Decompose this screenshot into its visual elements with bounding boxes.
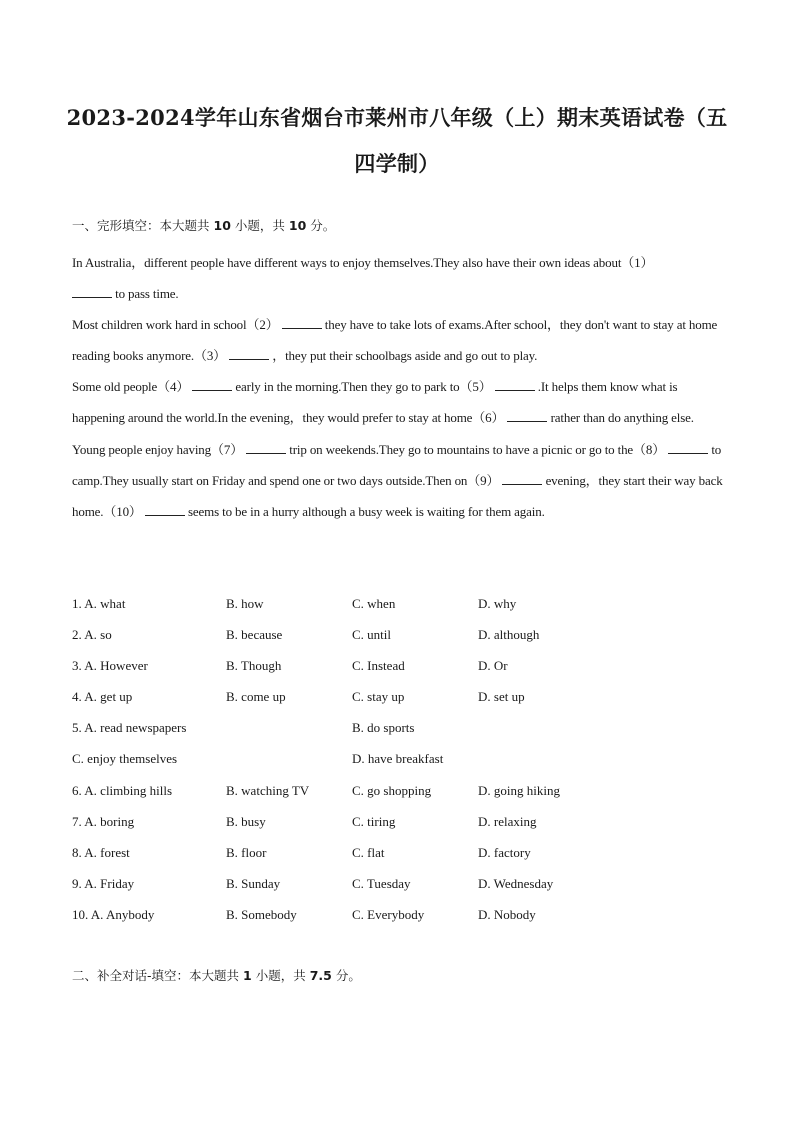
- blank-3: [229, 347, 269, 360]
- option-text: 2. A. so: [72, 627, 112, 643]
- option-text: C. enjoy themselves: [72, 751, 178, 767]
- option-text: B. do sports: [352, 720, 415, 736]
- blank-8: [668, 441, 708, 454]
- option-text: B. Sunday: [226, 875, 281, 891]
- section-1-end: 分。: [310, 218, 336, 233]
- title-line-2: 四学制）: [354, 151, 440, 176]
- option-text: 5. A. read newspapers: [72, 720, 187, 736]
- blank-4: [192, 378, 232, 391]
- title-line-1: 2023-2024学年山东省烟台市莱州市八年级（上）期末英语试卷（五: [66, 105, 728, 130]
- option-text: B. because: [226, 627, 283, 643]
- blank-6: [507, 409, 547, 422]
- paragraph-3: [72, 371, 724, 433]
- passage-text: evening，they start their way back home.（10）: [72, 472, 723, 519]
- option-text: D. have breakfast: [352, 751, 444, 767]
- passage-text: seems to be in a hurry although a busy week is waiting for them again.: [188, 503, 545, 519]
- options-row-2: [72, 619, 672, 650]
- option-text: 3. A. However: [72, 658, 148, 674]
- option-text: C. stay up: [352, 689, 405, 705]
- option-text: C. Tuesday: [352, 875, 411, 891]
- option-text: 7. A. boring: [72, 813, 135, 829]
- section-2-label: 二、补全对话-填空：本大题共: [72, 968, 240, 983]
- options-list: [72, 588, 672, 930]
- section-1-mid: 小题，共: [234, 218, 285, 233]
- option-text: C. Instead: [352, 658, 405, 674]
- blank-10: [145, 503, 185, 516]
- passage-text: .It helps them know what is happening around the world.In the evening，they would prefer to stay at home（6）: [72, 379, 678, 426]
- options-row-8: [72, 837, 672, 868]
- passage-text: rather than do anything else.: [550, 410, 694, 426]
- section-2-count: 1: [243, 968, 252, 983]
- section-2-points: 7.5: [309, 968, 332, 983]
- options-row-6: [72, 775, 672, 806]
- blank-2: [282, 316, 322, 329]
- options-row-7: [72, 806, 672, 837]
- passage-text: In Australia，different people have different ways to enjoy themselves.They also have their own ideas about（1）: [72, 255, 654, 270]
- options-row-9: [72, 868, 672, 899]
- option-text: C. flat: [352, 844, 385, 860]
- passage-text: trip on weekends.They go to mountains to have a picnic or go to the（8）: [289, 441, 666, 457]
- option-text: B. busy: [226, 813, 266, 829]
- paragraph-1: [72, 247, 724, 309]
- option-text: D. why: [478, 596, 517, 611]
- option-text: B. Somebody: [226, 906, 297, 922]
- blank-7: [246, 441, 286, 454]
- option-text: B. watching TV: [226, 782, 310, 798]
- passage-text: Some old people（4）: [72, 379, 190, 395]
- options-row-3: [72, 650, 672, 681]
- blank-9: [502, 472, 542, 485]
- option-text: 8. A. forest: [72, 844, 130, 860]
- option-text: D. although: [478, 627, 540, 643]
- option-text: B. come up: [226, 689, 286, 705]
- option-text: B. Though: [226, 658, 282, 674]
- options-row-5b: [72, 743, 672, 774]
- option-text: D. set up: [478, 689, 525, 705]
- section-1-heading: [72, 216, 335, 234]
- section-1-points: 10: [288, 218, 307, 233]
- passage-text: ，they put their schoolbags aside and go out to play.: [272, 348, 538, 364]
- paragraph-4: [72, 434, 724, 527]
- passage-text: Most children work hard in school（2）: [72, 317, 279, 333]
- section-2-heading: [72, 966, 361, 984]
- option-text: D. relaxing: [478, 813, 537, 829]
- blank-1: [72, 285, 112, 298]
- cloze-passage: [72, 247, 724, 527]
- passage-text: to camp.They usually start on Friday and spend one or two days outside.Then on（9）: [72, 441, 722, 488]
- section-2-mid: 小题，共: [255, 968, 306, 983]
- page-title: [60, 95, 734, 187]
- blank-5: [495, 378, 535, 391]
- option-text: 9. A. Friday: [72, 875, 135, 891]
- option-text: B. floor: [226, 844, 267, 860]
- option-text: 1. A. what: [72, 596, 126, 611]
- option-text: C. go shopping: [352, 782, 432, 798]
- option-text: 10. A. Anybody: [72, 906, 155, 922]
- section-1-label: 一、完形填空：本大题共: [72, 218, 210, 233]
- option-text: D. Or: [478, 658, 508, 674]
- option-text: 4. A. get up: [72, 689, 133, 705]
- passage-text: they have to take lots of exams.After school，they don't want to stay at home reading books anymore.（3）: [72, 317, 718, 364]
- option-text: C. when: [352, 596, 396, 611]
- option-text: D. Nobody: [478, 906, 536, 922]
- passage-text: Young people enjoy having（7）: [72, 441, 244, 457]
- option-text: D. factory: [478, 844, 531, 860]
- option-text: C. Everybody: [352, 906, 425, 922]
- options-row-5: [72, 712, 672, 743]
- option-text: B. how: [226, 596, 264, 611]
- section-1-count: 10: [213, 218, 231, 233]
- section-2-end: 分。: [335, 968, 361, 983]
- paragraph-2: [72, 309, 724, 371]
- option-text: D. going hiking: [478, 782, 560, 798]
- option-text: D. Wednesday: [478, 875, 554, 891]
- options-row-1: [72, 588, 672, 619]
- passage-text: early in the morning.Then they go to park to（5）: [235, 379, 492, 395]
- options-row-4: [72, 681, 672, 712]
- options-row-10: [72, 899, 672, 930]
- passage-text: to pass time.: [115, 286, 179, 302]
- option-text: C. until: [352, 627, 392, 643]
- option-text: C. tiring: [352, 813, 396, 829]
- option-text: 6. A. climbing hills: [72, 782, 173, 798]
